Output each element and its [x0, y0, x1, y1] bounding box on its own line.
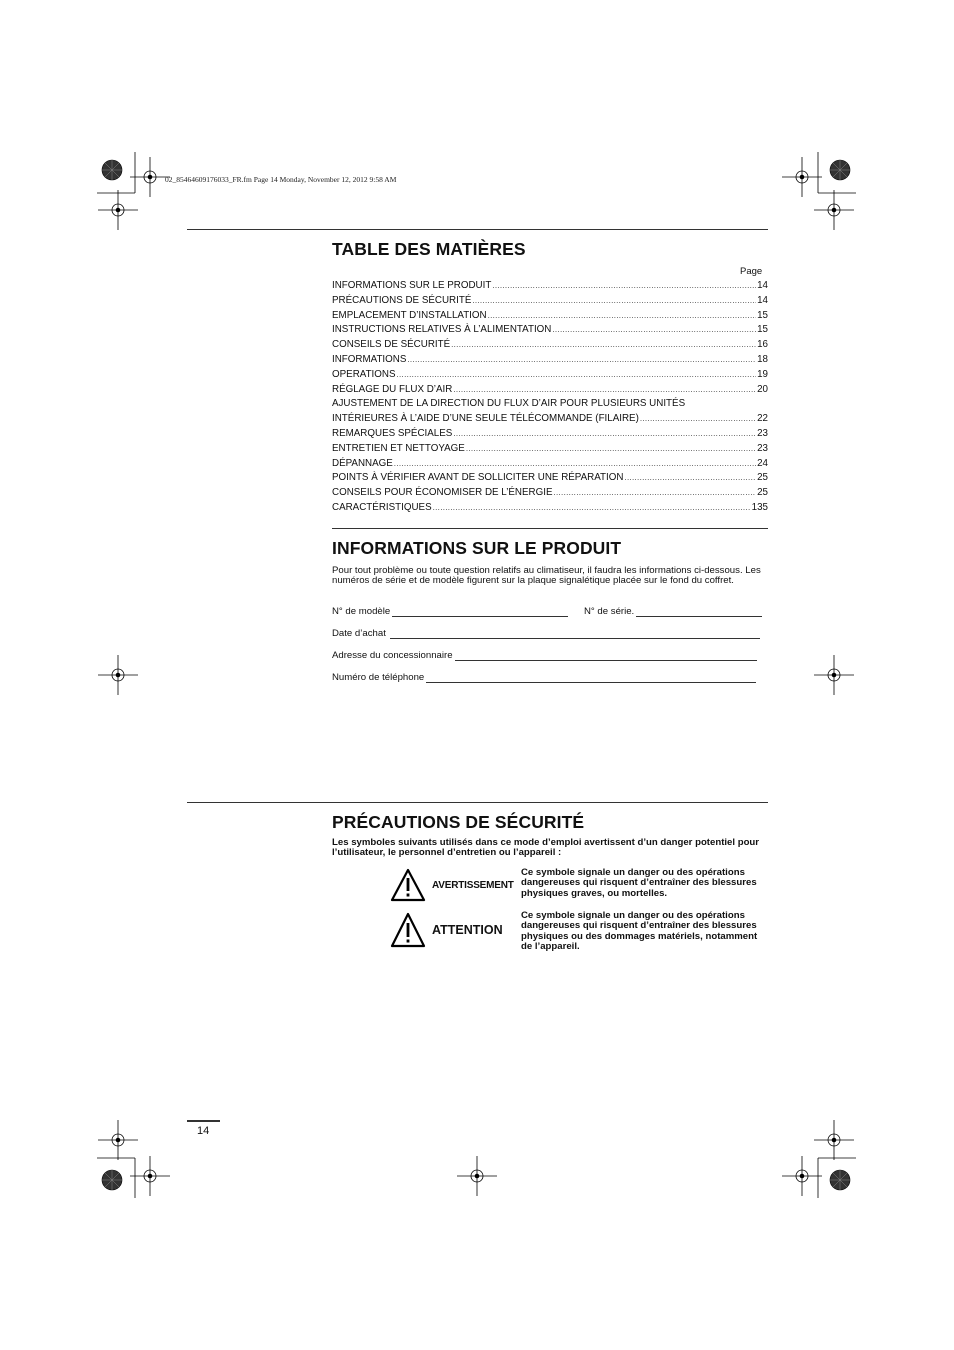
phone-field[interactable]: [332, 672, 756, 683]
toc-list: [332, 280, 768, 517]
phone-label: Numéro de téléphone: [332, 672, 425, 683]
caution-triangle-icon: [390, 912, 426, 948]
warning-label: AVERTISSEMENT: [432, 879, 514, 891]
toc-entry[interactable]: ENTRETIEN ET NETTOYAGE ..... 23: [332, 443, 768, 458]
warning-symbol: [390, 868, 514, 902]
serial-label: N° de série.: [584, 606, 635, 617]
toc-entry[interactable]: INSTRUCTIONS RELATIVES À L’ALIMENTATION ..... 15: [332, 324, 768, 339]
toc-entry[interactable]: DÉPANNAGE ..... 24: [332, 458, 768, 473]
caution-label: ATTENTION: [432, 923, 503, 937]
page-number: 14: [197, 1125, 210, 1137]
toc-entry[interactable]: RÉGLAGE DU FLUX D’AIR ..... 20: [332, 384, 768, 399]
safety-title: PRÉCAUTIONS DE SÉCURITÉ: [332, 812, 585, 832]
product-info-title: INFORMATIONS SUR LE PRODUIT: [332, 538, 622, 558]
toc-entry[interactable]: POINTS À VÉRIFIER AVANT DE SOLLICITER UNE RÉPARATION ..... 25: [332, 472, 768, 487]
toc-entry[interactable]: AJUSTEMENT DE LA DIRECTION DU FLUX D’AIR POUR PLUSIEURS UNITÉS: [332, 398, 686, 410]
toc-entry[interactable]: CONSEILS DE SÉCURITÉ ..... 16: [332, 339, 768, 354]
toc-entry[interactable]: CARACTÉRISTIQUES ..... 135: [332, 502, 768, 517]
section-rule-safety: [187, 802, 768, 803]
model-label: N° de modèle: [332, 606, 391, 617]
section-rule-toc: [187, 229, 768, 230]
section-rule-product: [332, 528, 768, 529]
toc-entry[interactable]: CONSEILS POUR ÉCONOMISER DE L’ÉNERGIE ..... 25: [332, 487, 768, 502]
dealer-address-label: Adresse du concessionnaire: [332, 650, 453, 661]
toc-title: TABLE DES MATIÈRES: [332, 239, 526, 259]
toc-entry[interactable]: INFORMATIONS ..... 18: [332, 354, 768, 369]
safety-intro: Les symboles suivants utilisés dans ce mode d’emploi avertissent d’un danger potentiel pour l’utilisateur, le personnel d’entretien ou l’appareil :: [332, 837, 760, 858]
toc-entry[interactable]: REMARQUES SPÉCIALES ..... 23: [332, 428, 768, 443]
dealer-address-field[interactable]: [332, 650, 757, 661]
toc-entry[interactable]: EMPLACEMENT D’INSTALLATION ..... 15: [332, 310, 768, 325]
toc-entry[interactable]: INFORMATIONS SUR LE PRODUIT ..... 14: [332, 280, 768, 295]
file-stamp: 02_85464609176033_FR.fm Page 14 Monday, November 12, 2012 9:58 AM: [165, 175, 397, 184]
toc-entry[interactable]: INTÉRIEURES À L’AIDE D’UNE SEULE TÉLÉCOMMANDE (FILAIRE) ..... 22: [332, 413, 768, 428]
footer-rule: [187, 1120, 220, 1122]
warning-description: Ce symbole signale un danger ou des opérations dangereuses qui risquent d’entraîner des blessures physiques graves, ou mortelles.: [521, 867, 757, 899]
caution-symbol: [390, 912, 503, 948]
purchase-date-field[interactable]: [332, 628, 760, 639]
warning-triangle-icon: [390, 868, 426, 902]
toc-page-header: Page: [740, 266, 763, 277]
toc-entry[interactable]: OPERATIONS ..... 19: [332, 369, 768, 384]
toc-entry[interactable]: PRÉCAUTIONS DE SÉCURITÉ ..... 14: [332, 295, 768, 310]
model-field[interactable]: [332, 606, 568, 617]
product-info-intro: Pour tout problème ou toute question relatifs au climatiseur, il faudra les informations ci-dessous. Les numéros de série et de modèle figurent sur la plaque signalétique placée sur le fond du coffret.: [332, 565, 761, 586]
caution-description: Ce symbole signale un danger ou des opérations dangereuses qui risquent d’entraîner des blessures physiques ou des dommages matériels, notamment de l’appareil.: [521, 910, 758, 952]
purchase-date-label: Date d’achat: [332, 628, 386, 639]
serial-field[interactable]: [584, 606, 762, 617]
